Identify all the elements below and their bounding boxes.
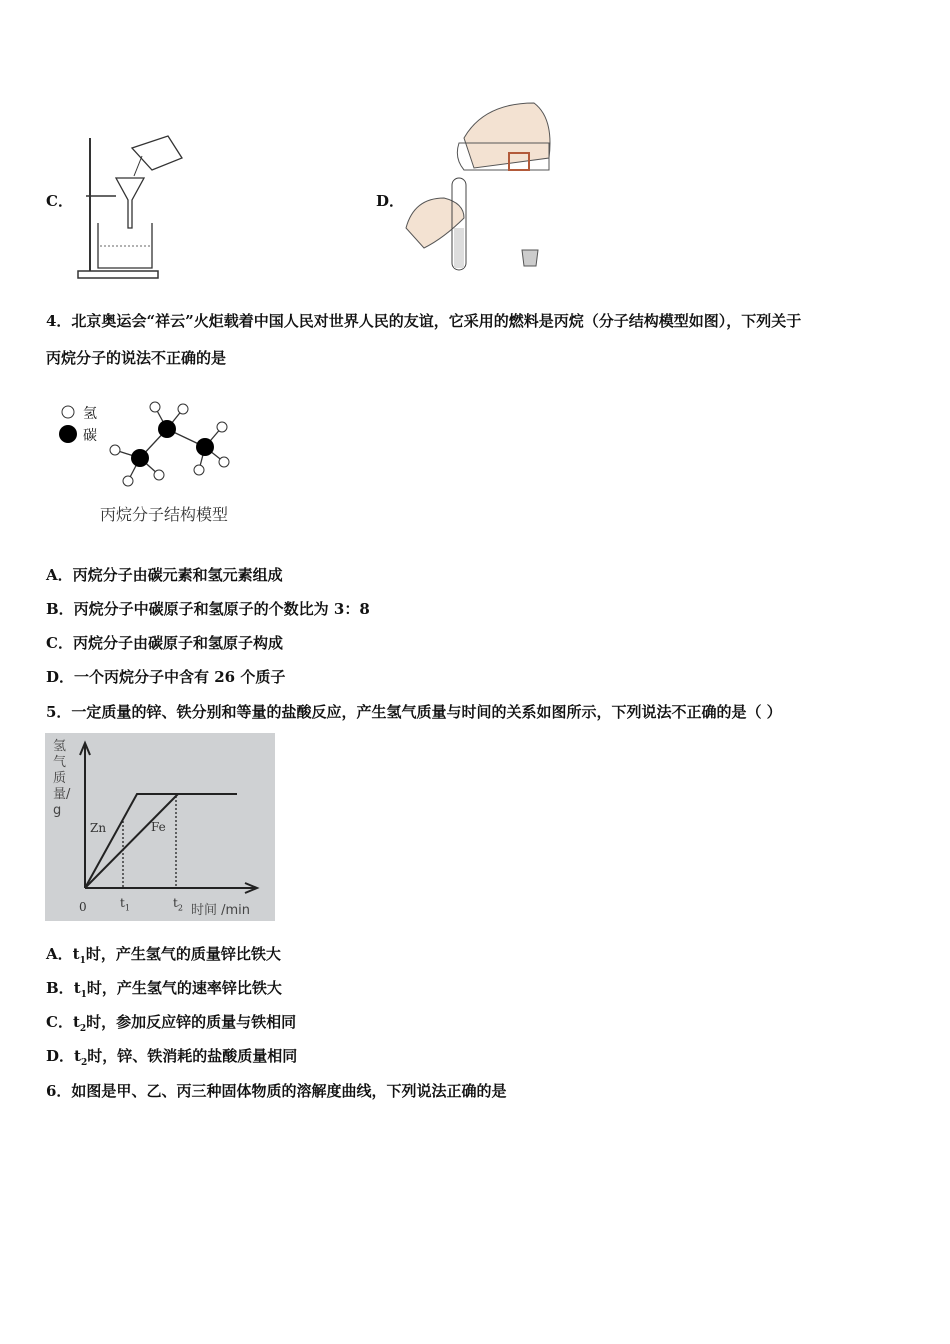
pouring-liquid-figure (404, 98, 559, 278)
q5-option-b: B．$t_1$时，产生氢气的速率锌比铁大 (46, 979, 282, 1000)
hydrogen-mass-time-graph (45, 733, 275, 921)
question-4-line1: 4．北京奥运会“祥云”火炬载着中国人民对世界人民的友谊，它采用的燃料是丙烷（分子结构模型如图），下列关于 (46, 312, 802, 330)
q5-option-a: A．$t_1$时，产生氢气的质量锌比铁大 (46, 945, 281, 966)
figure-caption: 丙烷分子结构模型 (100, 505, 229, 524)
t1-tick-label: $t_1$ (120, 896, 130, 913)
q4-option-c: C．丙烷分子由碳原子和氢原子构成 (46, 634, 283, 652)
q4-option-b: B．丙烷分子中碳原子和氢原子的个数比为 3：8 (46, 600, 370, 618)
legend-hydrogen: 氢 (83, 406, 97, 422)
x-axis-label: 时间 /min (191, 903, 251, 918)
t2-tick-label: $t_2$ (173, 896, 183, 913)
q4-option-a: A．丙烷分子由碳元素和氢元素组成 (46, 566, 283, 584)
option-d-label: D． (376, 192, 405, 210)
y-axis-label: 氢气质量/g (53, 739, 71, 818)
q5-option-d: D．$t_2$时，锌、铁消耗的盐酸质量相同 (46, 1047, 298, 1068)
fe-label: Fe (151, 820, 166, 834)
option-c-label: C． (46, 192, 73, 210)
legend-carbon: 碳 (83, 428, 97, 444)
filtration-apparatus-figure (76, 128, 186, 280)
question-6-text: 6．如图是甲、乙、丙三种固体物质的溶解度曲线，下列说法正确的是 (46, 1082, 507, 1100)
q5-option-c: C．$t_2$时，参加反应锌的质量与铁相同 (46, 1013, 297, 1034)
q4-option-d: D．一个丙烷分子中含有 26 个质子 (46, 668, 286, 686)
origin-label: 0 (79, 900, 87, 914)
question-4-line2: 丙烷分子的说法不正确的是 (46, 349, 227, 367)
propane-model-figure (55, 395, 255, 530)
question-5-text: 5．一定质量的锌、铁分别和等量的盐酸反应，产生氢气质量与时间的关系如图所示，下列说法不正确的是（ ） (46, 703, 782, 721)
zn-label: Zn (90, 821, 107, 835)
